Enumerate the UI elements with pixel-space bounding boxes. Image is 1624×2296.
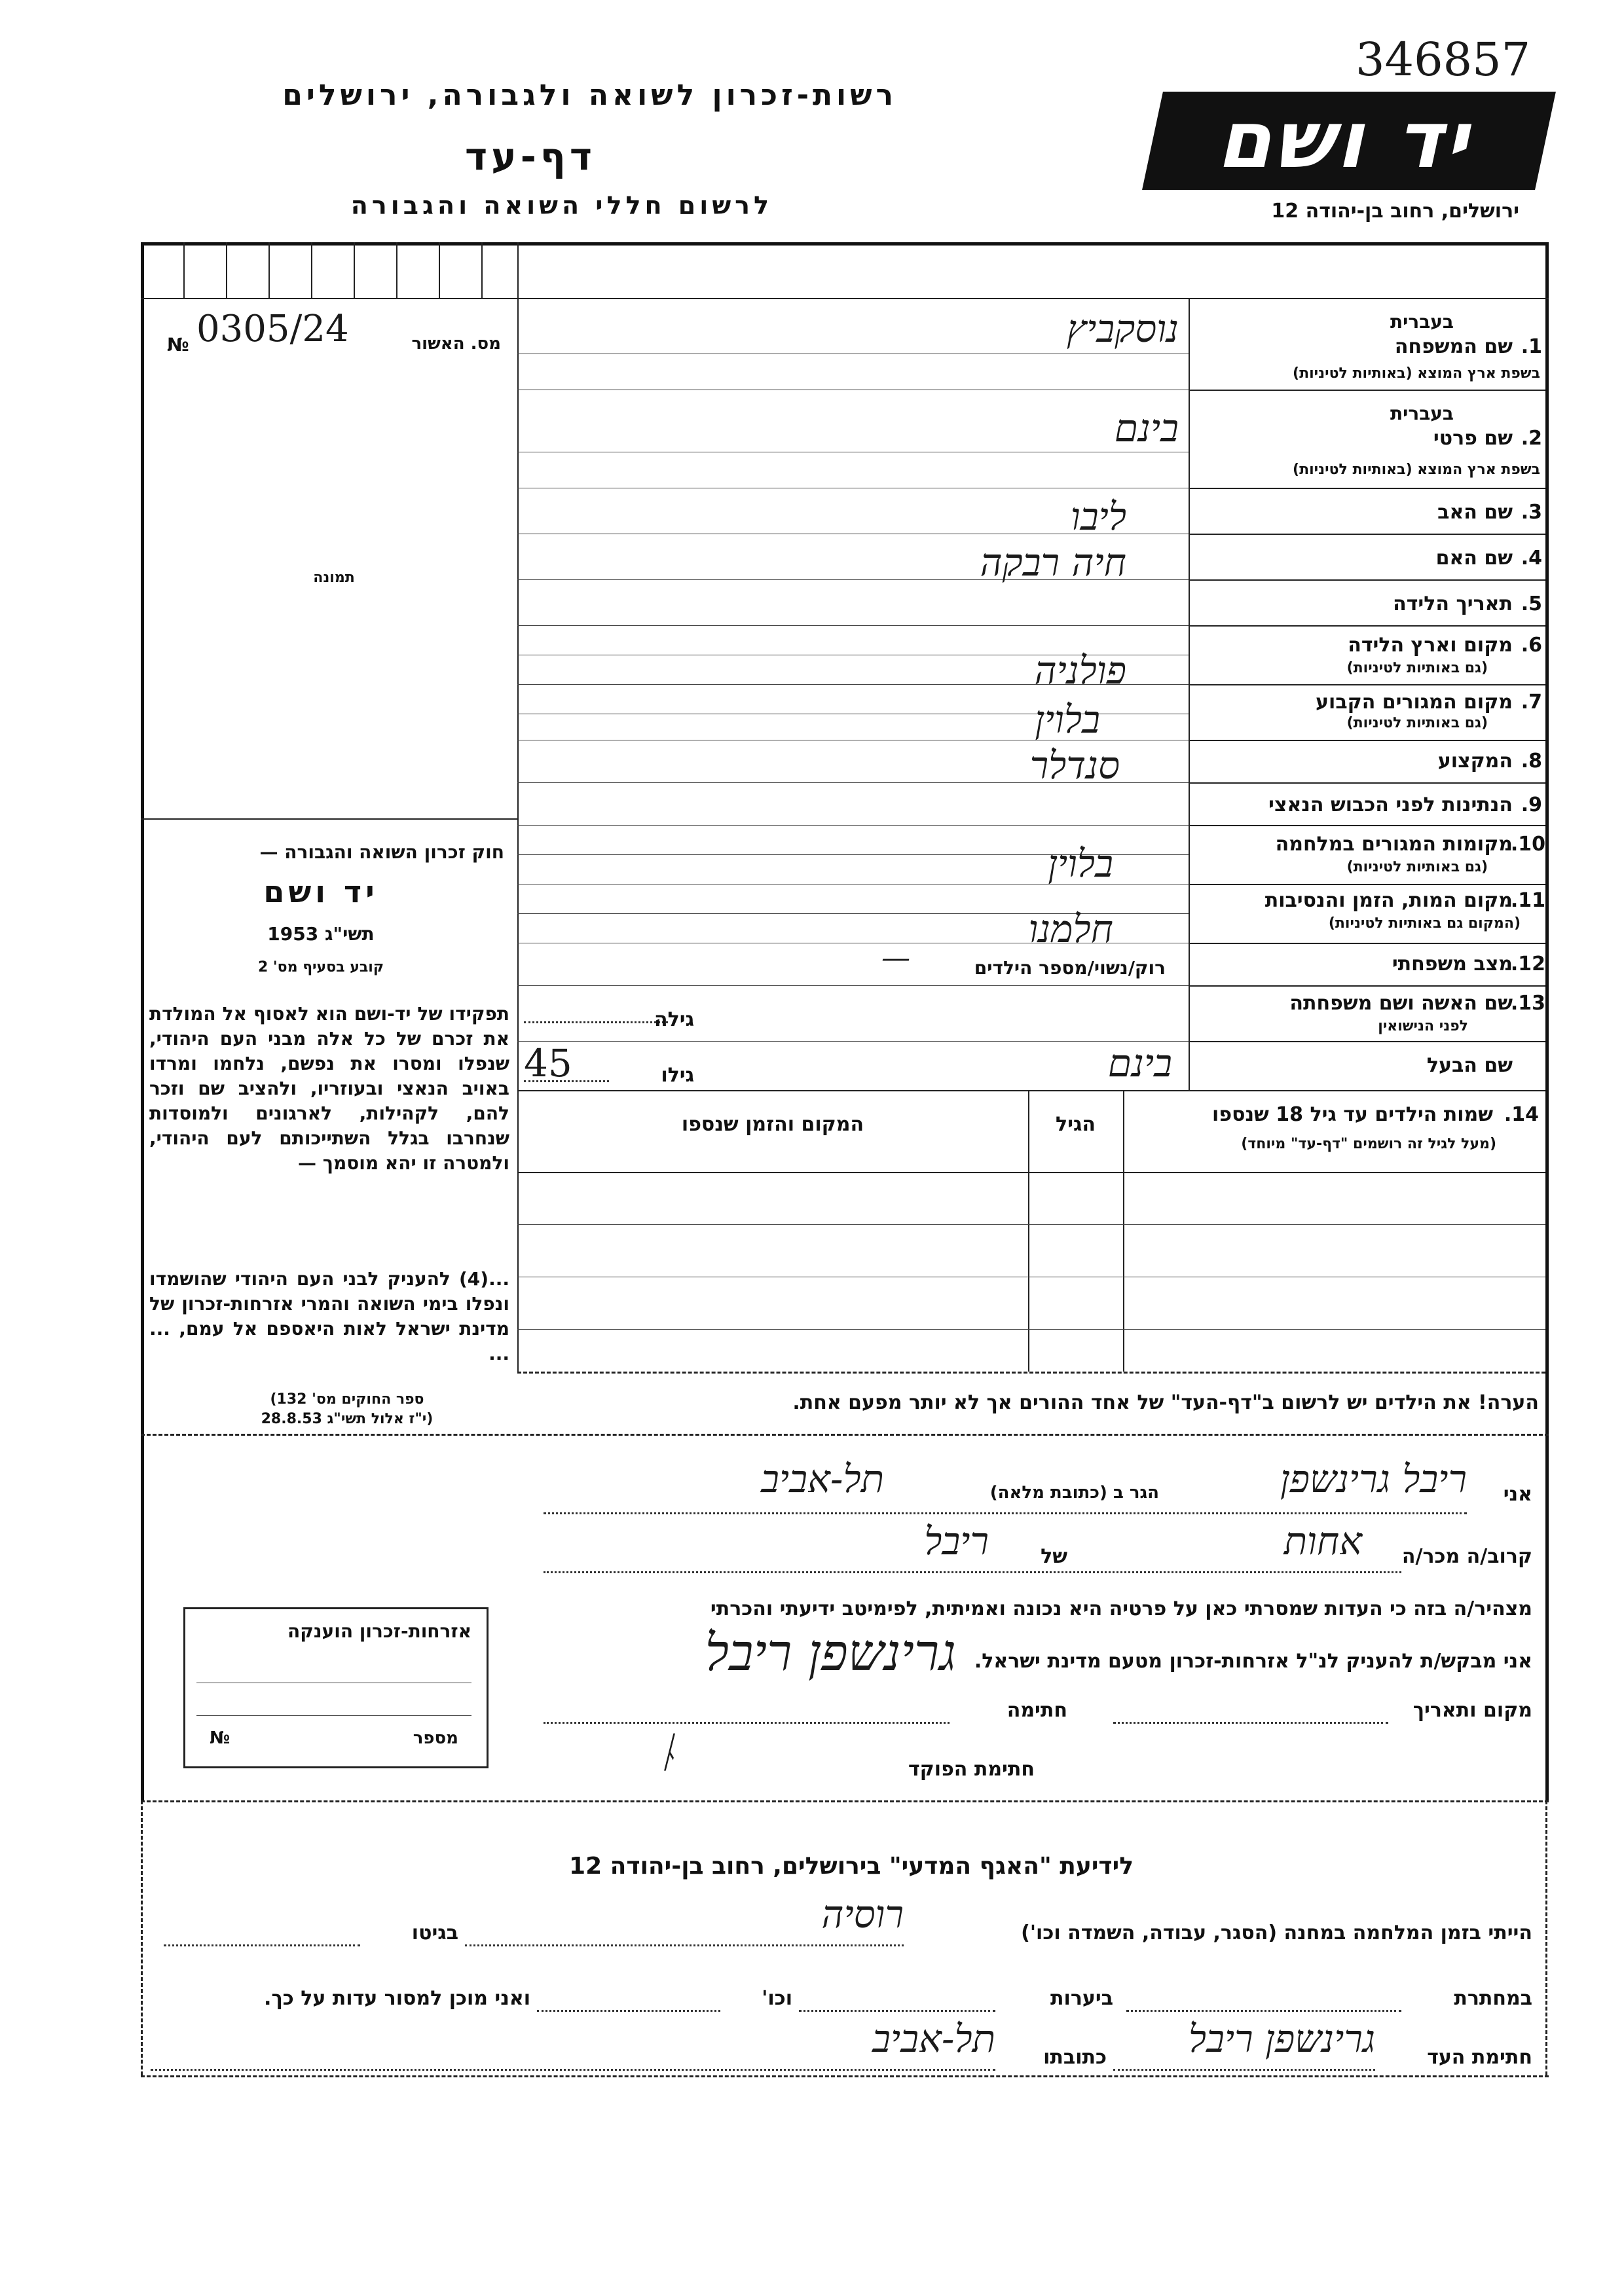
row-line xyxy=(1189,625,1545,627)
row-line xyxy=(1189,782,1545,784)
decl-request: אני מבקש/ת להעניק לנ"ל אזרחות-זכרון מטעם מדינת ישראל. xyxy=(974,1650,1532,1673)
decl-statement: מצהיר/ה בזה כי העדות שמסרתי כאן על פרטיה היא נכונה ואמיתית, לפימיטב ידיעתי והכרתי xyxy=(710,1597,1532,1620)
address: ירושלים, רחוב בן-יהודה 12 xyxy=(1271,200,1519,223)
row-line xyxy=(1189,985,1545,987)
field-4-num: 4. xyxy=(1521,547,1542,570)
children-subtitle: (מעל לגיל זה רושמים "דף-עד" מיוחד) xyxy=(1241,1136,1496,1152)
marital-value[interactable]: — xyxy=(881,941,910,975)
value-line xyxy=(517,625,1189,626)
form-subtitle: לרשום חללי השואה והגבורה xyxy=(350,191,773,220)
bottom-witness-dots xyxy=(1113,2069,1375,2071)
handwritten-number: 346857 xyxy=(1356,33,1531,86)
row-line xyxy=(1189,684,1545,685)
children-col-age: הגיל xyxy=(1056,1113,1096,1136)
field-13-num: 13. xyxy=(1510,992,1545,1015)
field-12-label: מצב משפחתי xyxy=(1392,953,1513,975)
decl-victim-name[interactable]: ריבל xyxy=(924,1519,989,1563)
bottom-forests-dots xyxy=(799,2010,995,2012)
note-separator xyxy=(517,1372,1545,1374)
children-row-line xyxy=(517,1329,1545,1330)
field-5-num: 5. xyxy=(1521,592,1542,615)
decl-line2-dots xyxy=(544,1571,1401,1573)
field-6-value[interactable]: פולניה xyxy=(1034,648,1126,693)
age-female-label: גילה xyxy=(654,1008,694,1031)
value-line xyxy=(517,985,1189,986)
field-2-value[interactable]: בינם xyxy=(1114,406,1179,450)
field-11-num: 11. xyxy=(1510,889,1545,912)
citizenship-box-title: אזרחות-זכרון הוענקה xyxy=(287,1620,471,1642)
children-num: 14. xyxy=(1504,1103,1539,1126)
bottom-underground-dots xyxy=(1126,2010,1401,2012)
field-8-value[interactable]: סנדלר xyxy=(1029,743,1120,788)
marital-options: רוק/נשוי/מספר הילדים xyxy=(974,957,1166,979)
field-10-sub: (גם באותיות לטיניות) xyxy=(1346,859,1488,875)
strip-box-divider xyxy=(396,242,397,298)
bottom-line1-a: הייתי בזמן המלחמה במחנה (הסגר, עבודה, השמדה וכו') xyxy=(1021,1922,1532,1944)
children-col-place: המקום והזמן שנספו xyxy=(681,1113,864,1136)
strip-box-divider xyxy=(481,242,483,298)
field-13-label: שם האשה ושם משפחתה xyxy=(1289,992,1513,1015)
strip-box-divider xyxy=(226,242,227,298)
field-1-value[interactable]: נוסקביץ xyxy=(1066,306,1179,351)
law-title: חוק זכרון השואה והגבורה — xyxy=(259,841,504,863)
age-male-value[interactable]: 45 xyxy=(524,1041,572,1085)
field-9-label: הנתינות לפני הכבוש הנאצי xyxy=(1268,793,1513,816)
bottom-camp-value[interactable]: רוסיה xyxy=(821,1892,904,1937)
row-line xyxy=(1189,740,1545,741)
bottom-witness-sign-label: חתימת העד xyxy=(1427,2046,1532,2069)
cert-label: מס. האשור xyxy=(411,334,501,354)
bottom-title: לידיעת "האגף המדעי" בירושלים, רחוב בן-יהודה 12 xyxy=(569,1853,1134,1880)
strip-box-divider xyxy=(183,242,185,298)
row-line xyxy=(1189,579,1545,581)
bottom-frame-bottom xyxy=(141,2075,1549,2077)
field-7-label: מקום המגורים הקבוע xyxy=(1316,691,1513,714)
law-clause: קובע בסעיף מס' 2 xyxy=(257,959,384,975)
yad-vashem-logo: יד ושם xyxy=(1142,92,1556,190)
strip-bottom xyxy=(141,298,1549,299)
row-line xyxy=(1189,943,1545,944)
field-3-label: שם האב xyxy=(1437,501,1513,524)
law-name: יד ושם xyxy=(263,874,378,909)
citizenship-box-number-sign: № xyxy=(210,1728,231,1748)
field-13-sub: לפני הנישואין xyxy=(1378,1018,1468,1034)
field-1-label: שם המשפחה xyxy=(1394,335,1513,358)
law-separator xyxy=(141,818,517,820)
form-title: דף-עד xyxy=(464,134,597,179)
field-3-num: 3. xyxy=(1521,501,1542,524)
bottom-frame-left xyxy=(141,1800,143,2075)
frame-top xyxy=(141,242,1549,246)
row-line xyxy=(1189,390,1545,391)
decl-place-date-label: מקום ותאריך xyxy=(1412,1699,1532,1722)
citizenship-box-number-label: מספר xyxy=(413,1728,458,1748)
decl-relation-label: קרוב/ה מכר/ה xyxy=(1401,1545,1532,1568)
strip-box-divider xyxy=(311,242,312,298)
row-line xyxy=(517,1090,1545,1091)
field-8-num: 8. xyxy=(1521,750,1542,773)
law-year: תשי"ג 1953 xyxy=(267,923,375,945)
decl-address[interactable]: תל-אביב xyxy=(760,1457,884,1501)
declaration-separator xyxy=(141,1434,1549,1436)
strip-box-divider xyxy=(354,242,355,298)
decl-signature-label: חתימה xyxy=(1006,1699,1067,1722)
row-line xyxy=(1189,825,1545,826)
husband-label: שם הבעל xyxy=(1426,1054,1513,1077)
value-line xyxy=(517,825,1189,826)
strip-box-divider xyxy=(439,242,440,298)
row-line xyxy=(1189,534,1545,535)
bottom-underground-label: במחתרת xyxy=(1454,1987,1532,2010)
bottom-address-value[interactable]: תל-אביב xyxy=(872,2016,995,2061)
strip-box-divider xyxy=(268,242,270,298)
field-12-num: 12. xyxy=(1510,953,1545,975)
main-form-bottom xyxy=(141,1800,1549,1802)
children-row-line xyxy=(517,1224,1545,1225)
field-10-label: מקומות המגורים במלחמה xyxy=(1275,833,1513,856)
field-1-sub: בשפת ארץ המוצא (באותיות לטיניות) xyxy=(1293,365,1540,382)
field-11-sub: (המקום גם באותיות לטיניות) xyxy=(1328,915,1521,932)
field-2-num: 2. xyxy=(1521,427,1542,450)
law-ref-1: (ספר החוקים מס' 132 xyxy=(270,1391,424,1408)
bottom-etc-label: וכו' xyxy=(762,1987,792,2010)
field-4-label: שם האם xyxy=(1435,547,1513,570)
field-7-value[interactable]: בלוין xyxy=(1035,697,1100,742)
bottom-address-dots xyxy=(151,2069,995,2071)
field-1-num: 1. xyxy=(1521,335,1542,358)
citizenship-box-line xyxy=(196,1715,471,1716)
left-column-divider xyxy=(517,298,519,1372)
field-2-label: שם פרטי xyxy=(1433,427,1513,450)
field-11-value[interactable]: חלמנו xyxy=(1028,907,1113,951)
bottom-line1-b: בגיטו xyxy=(411,1922,458,1944)
field-10-value[interactable]: בלוין xyxy=(1048,841,1113,886)
field-9-num: 9. xyxy=(1521,793,1542,816)
law-ref-2: י"ז אלול תשי"ג 28.8.53) xyxy=(261,1411,434,1427)
field-7-num: 7. xyxy=(1521,691,1542,714)
field-8-label: המקצוע xyxy=(1437,750,1513,773)
cert-number-value: 0305/24 xyxy=(196,308,349,350)
field-6-num: 6. xyxy=(1521,634,1542,657)
bottom-testimony-label: ואני מוכן למסור עדות על כך. xyxy=(264,1987,530,2010)
decl-declarant-name[interactable]: ריבל גרינשפן xyxy=(1280,1457,1467,1501)
decl-relation-value[interactable]: אחות xyxy=(1283,1519,1362,1563)
bottom-ghetto-dots xyxy=(164,1944,360,1946)
frame-right xyxy=(1545,242,1549,1800)
field-3-value[interactable]: ליבו xyxy=(1070,494,1126,539)
field-11-label: מקום המות, הזמן והנסיבות xyxy=(1264,889,1513,912)
bottom-etc-dots xyxy=(537,2010,720,2012)
decl-of-label: של xyxy=(1041,1545,1067,1568)
row-line xyxy=(1189,1041,1545,1042)
age-male-label: גילו xyxy=(661,1064,694,1087)
bottom-frame-right xyxy=(1545,1800,1547,2075)
decl-official-label: חתימת הפוקד xyxy=(908,1758,1035,1781)
field-2-hebrew-tag: בעברית xyxy=(1390,403,1454,424)
row-line xyxy=(1189,488,1545,489)
bottom-line1-dots xyxy=(465,1944,904,1946)
decl-line1-prefix: אני xyxy=(1503,1483,1532,1506)
note-text: הערה! את הילדים יש לרשום ב"דף-העד" של אחד ההורים אך לא יותר מפעם אחת. xyxy=(792,1391,1539,1414)
husband-first-name[interactable]: בינם xyxy=(1107,1041,1172,1085)
strip-box-divider xyxy=(517,242,519,298)
field-2-sub: בשפת ארץ המוצא (באותיות לטיניות) xyxy=(1293,462,1540,478)
bottom-forests-label: ביערות xyxy=(1050,1987,1113,2010)
law-text-2: ...(4) להעניק לבני העם היהודי שהושמדו ונפלו בימי השואה והמרי אזרחות-זכרון של מדינת ישראל לאות היאספם אל עמם, ... ... xyxy=(149,1268,509,1364)
decl-signature-line xyxy=(544,1722,950,1724)
decl-line1-dots xyxy=(544,1512,1467,1514)
field-6-sub: (גם באותיות לטיניות) xyxy=(1346,660,1488,676)
decl-signature-value[interactable]: גרינשפן ריבל xyxy=(705,1624,956,1683)
cert-no-sign: № xyxy=(167,334,189,355)
bottom-witness-sign-value[interactable]: גרינשפן ריבל xyxy=(1188,2016,1375,2061)
frame-left xyxy=(141,242,144,1800)
field-10-num: 10. xyxy=(1510,833,1545,856)
law-text-1: תפקידו של יד-ושם הוא לאסוף אל המולדת את זכרם של כל אלה מבני העם היהודי, שנפלו ומסרו את נפשם, נלחמו ומרדו באויב הנאצי ובעוזריו, ולהציב שם וזכר להם, לקהילות, לארגונים ולמוסדות שנחרבו בגלל השתייכותם לעם היהודי, ולמטרה זו יהא מוסמך — xyxy=(149,1003,509,1174)
children-title: שמות הילדים עד גיל 18 שנספו xyxy=(1212,1103,1493,1126)
field-5-label: תאריך הלידה xyxy=(1393,592,1513,615)
children-header-line xyxy=(517,1172,1545,1173)
label-column-divider xyxy=(1189,298,1190,1090)
photo-label: תמונה xyxy=(313,570,355,586)
bottom-address-label: כתובתו xyxy=(1043,2046,1107,2069)
row-line xyxy=(1189,884,1545,885)
field-6-label: מקום וארץ הלידה xyxy=(1348,634,1513,657)
field-1-hebrew-tag: בעברית xyxy=(1390,311,1454,333)
decl-place-date-line xyxy=(1113,1722,1388,1724)
authority-title: רשות-זכרון לשואה ולגבורה, ירושלים xyxy=(282,79,897,112)
decl-line1-mid: הגר ב (כתובת מלאה) xyxy=(989,1483,1159,1503)
field-7-sub: (גם באותיות לטיניות) xyxy=(1346,715,1488,731)
field-4-value[interactable]: חיה רבקה xyxy=(980,540,1126,585)
decl-official-mark: ᚿ xyxy=(655,1728,680,1777)
